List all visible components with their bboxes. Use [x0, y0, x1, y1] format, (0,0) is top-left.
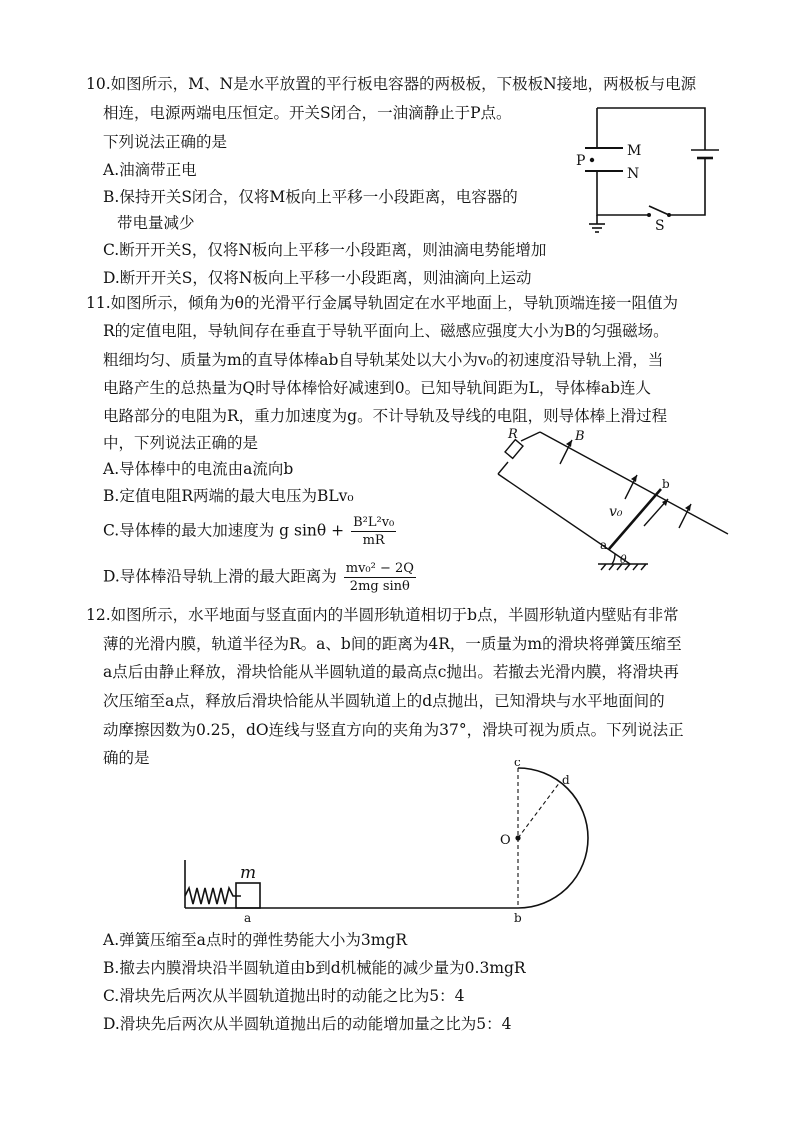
center-o-label: O	[500, 833, 511, 848]
point-c-label: c	[514, 760, 521, 769]
q10-option-b: B.保持开关S闭合，仅将M板向上平移一小段距离，电容器的	[103, 188, 518, 206]
q10-line-3: 下列说法正确的是	[103, 133, 228, 151]
q12-line-5: 动摩擦因数为0.25，dO连线与竖直方向的夹角为37°，滑块可视为质点。下列说法正	[103, 721, 684, 739]
oil-drop-point	[590, 158, 594, 162]
plate-m-label: M	[627, 143, 642, 159]
q11-option-d	[103, 562, 416, 593]
q12-semicircle-track-figure	[170, 760, 610, 930]
point-b-label: b	[514, 911, 522, 925]
velocity-v0-label: v₀	[609, 504, 623, 520]
q11-option-c-fraction	[351, 516, 396, 547]
q11-option-a: A.导体棒中的电流由a流向b	[103, 460, 294, 478]
q10-line-1: 10.如图所示，M、N是水平放置的平行板电容器的两极板，下极板N接地，两极板与电源	[86, 75, 697, 93]
q12-option-c: C.滑块先后两次从半圆轨道抛出时的动能之比为5：4	[103, 987, 465, 1005]
q11-line-5: 电路部分的电阻为R，重力加速度为g。不计导轨及导线的电阻，则导体棒上滑过程	[103, 407, 668, 425]
q12-option-a: A.弹簧压缩至a点时的弹性势能大小为3mgR	[103, 931, 408, 949]
q11-line-6: 中，下列说法正确的是	[103, 434, 259, 452]
q12-option-b: B.撤去内膜滑块沿半圆轨道由b到d机械能的减少量为0.3mgR	[103, 959, 526, 977]
q12-line-3: a点后由静止释放，滑块恰能从半圆轨道的最高点c抛出。若撤去光滑内膜，将滑块再	[103, 663, 679, 681]
center-o-point	[515, 835, 520, 840]
point-p-label: P	[576, 153, 586, 169]
q11-incline-rail-figure	[488, 424, 738, 574]
q12-line-4: 次压缩至a点，释放后滑块恰能从半圆轨道上的d点抛出，已知滑块与水平地面间的	[103, 692, 665, 710]
plate-n-label: N	[627, 166, 640, 182]
rod-end-b-label: b	[662, 477, 670, 491]
switch-s-label: S	[655, 218, 665, 234]
magnetic-field-b-label: B	[575, 429, 585, 444]
rod-end-a-label: a	[600, 538, 608, 552]
q10-option-d: D.断开开关S，仅将N板向上平移一小段距离，则油滴向上运动	[103, 269, 532, 287]
q10-option-c: C.断开开关S，仅将N板向上平移一小段距离，则油滴电势能增加	[103, 241, 547, 259]
fraction-denominator: 2mg sinθ	[349, 579, 410, 594]
angle-theta-label: θ	[620, 553, 627, 566]
fraction-numerator: mv₀² − 2Q	[345, 561, 414, 576]
q11-line-2: R的定值电阻，导轨间存在垂直于导轨平面向上、磁感应强度大小为B的匀强磁场。	[103, 322, 669, 340]
q10-line-2: 相连，电源两端电压恒定。开关S闭合，一油滴静止于P点。	[103, 104, 512, 122]
q11-option-b: B.定值电阻R两端的最大电压为BLv₀	[103, 487, 354, 505]
q12-option-d: D.滑块先后两次从半圆轨道抛出后的动能增加量之比为5：4	[103, 1015, 512, 1033]
q11-line-4: 电路产生的总热量为Q时导体棒恰好减速到0。已知导轨间距为L，导体棒ab连人	[103, 379, 652, 397]
q12-line-2: 薄的光滑内膜，轨道半径为R。a、b间的距离为4R，一质量为m的滑块将弹簧压缩至	[103, 635, 682, 653]
q11-option-c-text: C.导体棒的最大加速度为 g sinθ +	[103, 521, 345, 540]
q12-line-6: 确的是	[103, 749, 150, 767]
fraction-numerator: B²L²v₀	[353, 515, 395, 530]
q11-option-d-text: D.导体棒沿导轨上滑的最大距离为	[103, 567, 337, 586]
fraction-denominator: mR	[362, 533, 385, 548]
q10-capacitor-circuit-figure	[565, 96, 735, 246]
q10-option-a: A.油滴带正电	[103, 161, 197, 179]
block-mass-m-label: m	[240, 863, 257, 883]
q12-line-1: 12.如图所示，水平地面与竖直面内的半圆形轨道相切于b点，半圆形轨道内壁贴有非常	[86, 606, 679, 624]
resistor-r-label: R	[508, 427, 518, 442]
q10-option-b-cont: 带电量减少	[117, 214, 195, 232]
point-d-label: d	[562, 773, 570, 787]
q11-option-c	[103, 516, 396, 547]
point-a-label: a	[244, 911, 252, 925]
q11-line-3: 粗细均匀、质量为m的直导体棒ab自导轨某处以大小为v₀的初速度沿导轨上滑，当	[103, 351, 664, 369]
q11-option-d-fraction	[344, 562, 416, 593]
q11-line-1: 11.如图所示，倾角为θ的光滑平行金属导轨固定在水平地面上，导轨顶端连接一阻值为	[86, 294, 678, 312]
